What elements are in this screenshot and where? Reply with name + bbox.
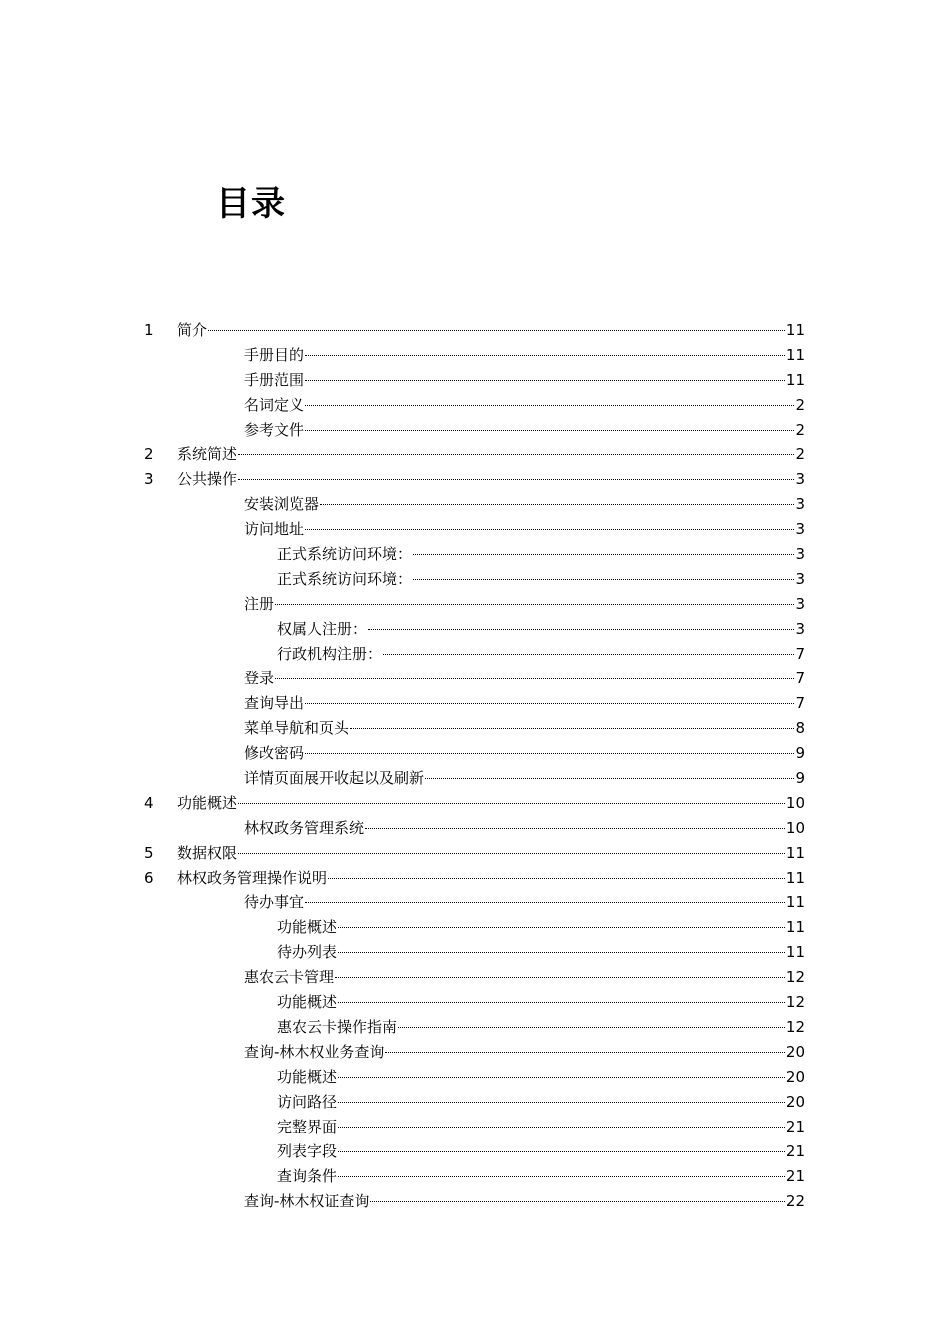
toc-entry-title[interactable]: 系统简述 bbox=[177, 445, 238, 464]
toc-entry-line bbox=[244, 965, 805, 989]
toc-entry-title[interactable]: 公共操作 bbox=[177, 470, 238, 489]
toc-dot-leader bbox=[338, 1151, 785, 1152]
toc-entry-line bbox=[244, 1189, 805, 1213]
toc-entry-line bbox=[277, 990, 805, 1014]
toc-entry-line bbox=[277, 915, 805, 939]
toc-entry-title[interactable]: 查询-林木权证查询 bbox=[244, 1192, 370, 1211]
toc-entry-title[interactable]: 列表字段 bbox=[277, 1142, 338, 1161]
toc-page-number[interactable]: 21 bbox=[785, 1142, 805, 1161]
toc-entry[interactable] bbox=[0, 1115, 950, 1140]
toc-dot-leader bbox=[275, 678, 794, 679]
toc-entry-title[interactable]: 访问地址 bbox=[244, 520, 305, 539]
toc-entry-title[interactable]: 登录 bbox=[244, 669, 275, 688]
toc-dot-leader bbox=[338, 952, 785, 953]
toc-entry-line bbox=[277, 1015, 805, 1039]
toc-entry[interactable] bbox=[0, 1065, 950, 1090]
toc-entry[interactable] bbox=[0, 816, 950, 841]
toc-dot-leader bbox=[370, 1201, 784, 1202]
toc-entry[interactable] bbox=[0, 666, 950, 691]
toc-entry[interactable] bbox=[0, 592, 950, 617]
toc-entry[interactable] bbox=[0, 841, 950, 866]
toc-page-number[interactable]: 11 bbox=[785, 868, 805, 887]
toc-entry-title[interactable]: 正式系统访问环境： bbox=[277, 545, 413, 564]
toc-title: 目录 bbox=[216, 184, 286, 224]
toc-entry-line bbox=[244, 592, 805, 616]
toc-entry[interactable] bbox=[0, 791, 950, 816]
toc-entry-title[interactable]: 权属人注册： bbox=[277, 619, 368, 638]
toc-entry-line bbox=[244, 368, 805, 392]
toc-entry[interactable] bbox=[0, 1015, 950, 1040]
toc-entry[interactable] bbox=[0, 1040, 950, 1065]
toc-dot-leader bbox=[305, 355, 785, 356]
toc-dot-leader bbox=[338, 927, 785, 928]
toc-entry[interactable] bbox=[0, 467, 950, 492]
toc-entry-title[interactable]: 功能概述 bbox=[277, 1067, 338, 1086]
toc-dot-leader bbox=[208, 330, 785, 331]
toc-entry-title[interactable]: 访问路径 bbox=[277, 1092, 338, 1111]
toc-page-number[interactable]: 12 bbox=[785, 993, 805, 1012]
toc-entry-title[interactable]: 待办事宜 bbox=[244, 893, 305, 912]
toc-page-number[interactable]: 12 bbox=[785, 968, 805, 987]
toc-dot-leader bbox=[365, 828, 785, 829]
toc-page-number[interactable]: 3 bbox=[795, 594, 805, 613]
toc-entry[interactable] bbox=[0, 318, 950, 343]
toc-entry[interactable] bbox=[0, 492, 950, 517]
toc-entry-title[interactable]: 菜单导航和页头 bbox=[244, 719, 350, 738]
toc-entry[interactable] bbox=[0, 368, 950, 393]
toc-entry-title[interactable]: 待办列表 bbox=[277, 943, 338, 962]
toc-entry-line bbox=[177, 467, 805, 491]
toc-entry-line bbox=[177, 318, 805, 342]
toc-entry-title[interactable]: 名词定义 bbox=[244, 395, 305, 414]
toc-entry-line bbox=[244, 741, 805, 765]
toc-entry-line bbox=[277, 1139, 805, 1163]
toc-dot-leader bbox=[338, 1127, 785, 1128]
toc-page-number[interactable]: 7 bbox=[795, 694, 805, 713]
toc-entry-line bbox=[277, 1065, 805, 1089]
toc-entry-title[interactable]: 参考文件 bbox=[244, 420, 305, 439]
toc-dot-leader bbox=[275, 604, 794, 605]
toc-entry-line bbox=[244, 716, 805, 740]
toc-page-number[interactable]: 11 bbox=[785, 843, 805, 862]
toc-entry-title[interactable]: 详情页面展开收起以及刷新 bbox=[244, 769, 425, 788]
toc-page-number[interactable]: 11 bbox=[785, 943, 805, 962]
toc-entry-line bbox=[277, 617, 805, 641]
toc-entry-title[interactable]: 数据权限 bbox=[177, 843, 238, 862]
toc-page-number[interactable]: 11 bbox=[785, 345, 805, 364]
toc-entry-line bbox=[277, 1115, 805, 1139]
toc-entry-line bbox=[277, 542, 805, 566]
toc-entry[interactable] bbox=[0, 1090, 950, 1115]
toc-page-number[interactable]: 3 bbox=[795, 495, 805, 514]
toc-entry[interactable] bbox=[0, 890, 950, 915]
toc-entry-title[interactable]: 功能概述 bbox=[277, 918, 338, 937]
toc-entry[interactable] bbox=[0, 393, 950, 418]
toc-dot-leader bbox=[383, 654, 794, 655]
toc-page-number[interactable]: 7 bbox=[795, 669, 805, 688]
toc-entry-title[interactable]: 惠农云卡操作指南 bbox=[277, 1017, 398, 1036]
toc-dot-leader bbox=[305, 405, 794, 406]
toc-entry[interactable] bbox=[0, 716, 950, 741]
toc-entry-line bbox=[177, 866, 805, 890]
toc-entry[interactable] bbox=[0, 617, 950, 642]
toc-page-number[interactable]: 8 bbox=[795, 719, 805, 738]
toc-entry[interactable] bbox=[0, 642, 950, 667]
toc-dot-leader bbox=[425, 778, 794, 779]
toc-entry-line bbox=[244, 393, 805, 417]
toc-page-number[interactable]: 11 bbox=[785, 918, 805, 937]
toc-entry[interactable] bbox=[0, 567, 950, 592]
toc-entry-line bbox=[244, 1040, 805, 1064]
toc-page-number[interactable]: 3 bbox=[795, 619, 805, 638]
toc-dot-leader bbox=[238, 454, 794, 455]
toc-page-number[interactable]: 12 bbox=[785, 1017, 805, 1036]
toc-entry-line bbox=[277, 567, 805, 591]
toc-entry-line bbox=[177, 841, 805, 865]
toc-entry-number: 4 bbox=[144, 793, 154, 812]
toc-dot-leader bbox=[238, 479, 794, 480]
toc-page-number[interactable]: 20 bbox=[785, 1092, 805, 1111]
toc-page-number[interactable]: 3 bbox=[795, 545, 805, 564]
toc-entry-line bbox=[277, 1090, 805, 1114]
toc-page-number[interactable]: 21 bbox=[785, 1117, 805, 1136]
toc-dot-leader bbox=[350, 728, 794, 729]
toc-entry[interactable] bbox=[0, 1139, 950, 1164]
toc-entry[interactable] bbox=[0, 1189, 950, 1214]
toc-entry[interactable] bbox=[0, 517, 950, 542]
toc-entry-number: 5 bbox=[144, 843, 154, 862]
toc-dot-leader bbox=[338, 1176, 785, 1177]
toc-entry-number: 1 bbox=[144, 321, 154, 339]
toc-entry[interactable] bbox=[0, 866, 950, 891]
toc-entry-line bbox=[277, 1164, 805, 1188]
toc-dot-leader bbox=[305, 902, 785, 903]
toc-dot-leader bbox=[238, 853, 785, 854]
toc-entry-title[interactable]: 查询导出 bbox=[244, 694, 305, 713]
toc-entry-title[interactable]: 查询条件 bbox=[277, 1167, 338, 1186]
toc-entry-title[interactable]: 注册 bbox=[244, 594, 275, 613]
toc-dot-leader bbox=[338, 1102, 785, 1103]
toc-page-number[interactable]: 9 bbox=[795, 744, 805, 763]
toc-dot-leader bbox=[338, 1002, 785, 1003]
toc-entry[interactable] bbox=[0, 691, 950, 716]
toc-entry-line bbox=[277, 940, 805, 964]
toc-entry[interactable] bbox=[0, 343, 950, 368]
toc-entry-number: 3 bbox=[144, 470, 154, 489]
toc-dot-leader bbox=[238, 803, 785, 804]
toc-page-number[interactable]: 20 bbox=[785, 1042, 805, 1061]
toc-entry-title[interactable]: 安装浏览器 bbox=[244, 495, 320, 514]
toc-dot-leader bbox=[413, 579, 794, 580]
toc-entry-title[interactable]: 正式系统访问环境： bbox=[277, 569, 413, 588]
toc-entry[interactable] bbox=[0, 418, 950, 443]
toc-entry-line bbox=[244, 492, 805, 516]
toc-dot-leader bbox=[335, 977, 785, 978]
toc-entry-line bbox=[244, 816, 805, 840]
toc-entry-title[interactable]: 手册目的 bbox=[244, 345, 305, 364]
toc-page-number[interactable]: 10 bbox=[785, 818, 805, 837]
toc-entry-line bbox=[244, 890, 805, 914]
toc-entry-line bbox=[277, 642, 805, 666]
toc-page-number[interactable]: 21 bbox=[785, 1167, 805, 1186]
toc-entry-title[interactable]: 查询-林木权业务查询 bbox=[244, 1042, 385, 1061]
toc-entry-line bbox=[177, 442, 805, 466]
toc-dot-leader bbox=[305, 703, 794, 704]
toc-dot-leader bbox=[413, 554, 794, 555]
toc-entry[interactable] bbox=[0, 990, 950, 1015]
toc-page-number[interactable]: 3 bbox=[795, 470, 805, 489]
toc-dot-leader bbox=[385, 1052, 784, 1053]
toc-entry[interactable] bbox=[0, 766, 950, 791]
toc-page-number[interactable]: 3 bbox=[795, 520, 805, 539]
toc-entry-title[interactable]: 完整界面 bbox=[277, 1117, 338, 1136]
toc-page-number[interactable]: 2 bbox=[795, 445, 805, 464]
toc-dot-leader bbox=[305, 380, 785, 381]
toc-entry-title[interactable]: 行政机构注册： bbox=[277, 644, 383, 663]
toc-entry-line bbox=[244, 666, 805, 690]
toc-page-number[interactable]: 11 bbox=[785, 370, 805, 389]
toc-dot-leader bbox=[305, 753, 794, 754]
toc-entry[interactable] bbox=[0, 915, 950, 940]
toc-dot-leader bbox=[338, 1077, 785, 1078]
toc-dot-leader bbox=[320, 504, 794, 505]
toc-entry-line bbox=[177, 791, 805, 815]
toc-entry-title[interactable]: 功能概述 bbox=[177, 793, 238, 812]
toc-entry-line bbox=[244, 418, 805, 442]
toc-page-number[interactable]: 2 bbox=[795, 395, 805, 414]
toc-page-number[interactable]: 11 bbox=[785, 893, 805, 912]
toc-entry[interactable] bbox=[0, 442, 950, 467]
toc-entry-line bbox=[244, 766, 805, 790]
toc-page-number[interactable]: 3 bbox=[795, 569, 805, 588]
toc-page-number[interactable]: 11 bbox=[785, 321, 805, 339]
toc-page-number[interactable]: 9 bbox=[795, 769, 805, 788]
toc-entry-number: 2 bbox=[144, 445, 154, 464]
toc-entry-title[interactable]: 林权政务管理操作说明 bbox=[177, 868, 328, 887]
toc-entry[interactable] bbox=[0, 940, 950, 965]
toc-entry-title[interactable]: 功能概述 bbox=[277, 993, 338, 1012]
toc-page-number[interactable]: 2 bbox=[795, 420, 805, 439]
toc-entry-title[interactable]: 修改密码 bbox=[244, 744, 305, 763]
toc-entry-title[interactable]: 手册范围 bbox=[244, 370, 305, 389]
toc-page-number[interactable]: 10 bbox=[785, 793, 805, 812]
toc-dot-leader bbox=[305, 529, 794, 530]
toc-entry[interactable] bbox=[0, 965, 950, 990]
toc-dot-leader bbox=[305, 430, 794, 431]
toc-entry[interactable] bbox=[0, 542, 950, 567]
toc-entry-number: 6 bbox=[144, 868, 154, 887]
toc-list bbox=[0, 318, 950, 1214]
toc-page-number[interactable]: 22 bbox=[785, 1192, 805, 1211]
toc-entry[interactable] bbox=[0, 1164, 950, 1189]
toc-entry-line bbox=[244, 517, 805, 541]
toc-dot-leader bbox=[398, 1027, 785, 1028]
toc-entry-title[interactable]: 简介 bbox=[177, 321, 208, 339]
toc-dot-leader bbox=[328, 878, 785, 879]
toc-entry-title[interactable]: 惠农云卡管理 bbox=[244, 968, 335, 987]
toc-entry[interactable] bbox=[0, 741, 950, 766]
toc-entry-title[interactable]: 林权政务管理系统 bbox=[244, 818, 365, 837]
toc-page-number[interactable]: 7 bbox=[795, 644, 805, 663]
toc-dot-leader bbox=[368, 629, 794, 630]
toc-entry-line bbox=[244, 691, 805, 715]
toc-entry-line bbox=[244, 343, 805, 367]
toc-page-number[interactable]: 20 bbox=[785, 1067, 805, 1086]
